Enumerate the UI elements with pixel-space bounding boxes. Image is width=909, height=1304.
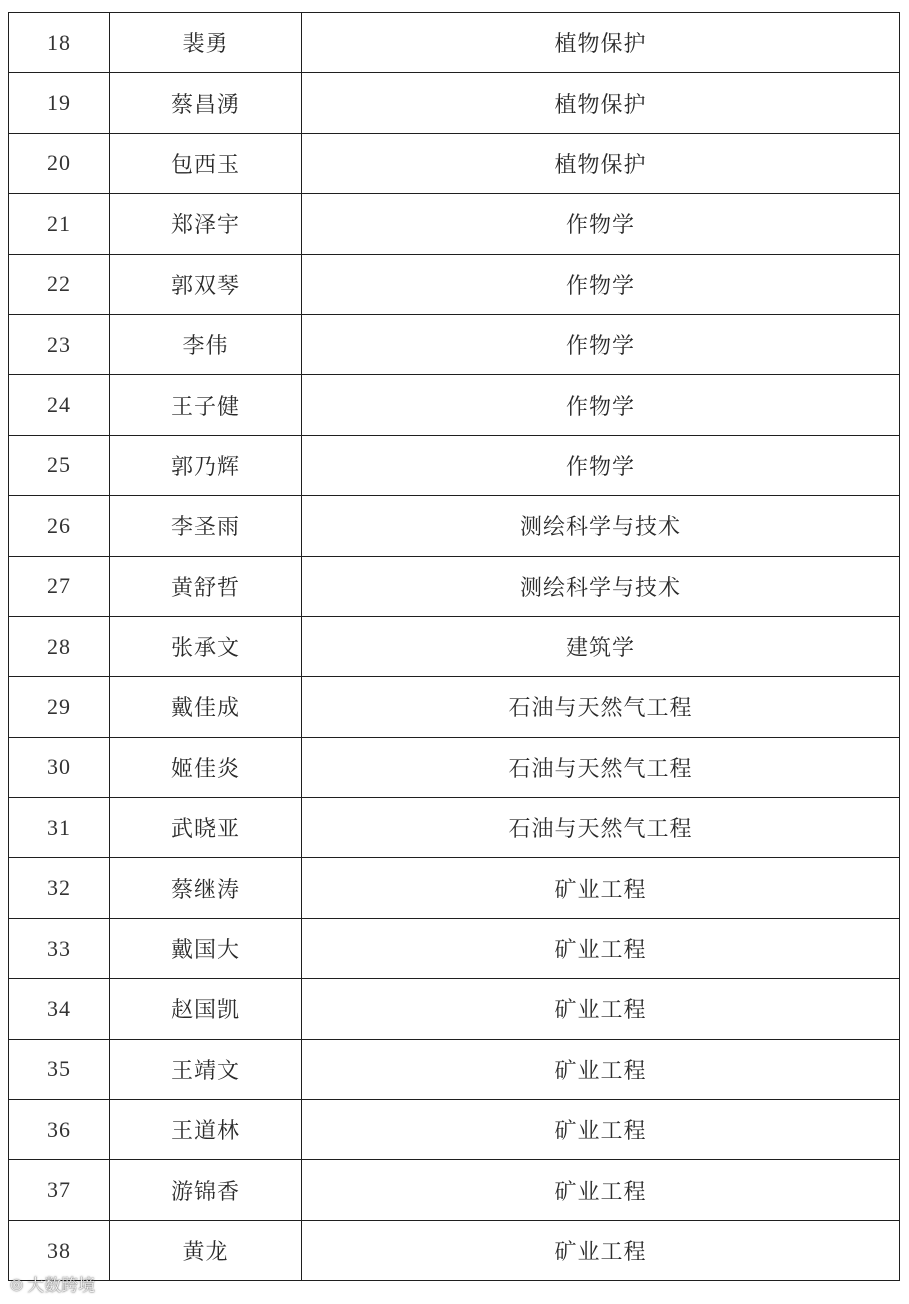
roster-body [9, 13, 900, 1281]
major-cell: 测绘科学与技术 [302, 496, 900, 556]
table-row [9, 858, 900, 918]
row-number-cell: 36 [9, 1100, 110, 1160]
student-roster-table [8, 12, 900, 1281]
table-row [9, 435, 900, 495]
row-number-cell: 19 [9, 73, 110, 133]
row-number-cell: 28 [9, 616, 110, 676]
row-number-cell: 27 [9, 556, 110, 616]
row-number-cell: 25 [9, 435, 110, 495]
row-number-cell: 20 [9, 133, 110, 193]
major-cell: 矿业工程 [302, 979, 900, 1039]
weibo-eye-icon: ◎ [10, 1274, 24, 1293]
major-cell: 作物学 [302, 254, 900, 314]
student-name-cell: 蔡继涛 [110, 858, 302, 918]
student-name-cell: 裴勇 [110, 13, 302, 73]
student-name-cell: 黄龙 [110, 1220, 302, 1280]
student-name-cell: 姬佳炎 [110, 737, 302, 797]
student-name-cell: 王道林 [110, 1100, 302, 1160]
student-name-cell: 郑泽宇 [110, 194, 302, 254]
student-name-cell: 李圣雨 [110, 496, 302, 556]
student-name-cell: 王子健 [110, 375, 302, 435]
student-name-cell: 黄舒哲 [110, 556, 302, 616]
table-row [9, 13, 900, 73]
student-name-cell: 包西玉 [110, 133, 302, 193]
table-row [9, 1100, 900, 1160]
major-cell: 作物学 [302, 314, 900, 374]
major-cell: 矿业工程 [302, 1160, 900, 1220]
table-row [9, 254, 900, 314]
row-number-cell: 18 [9, 13, 110, 73]
row-number-cell: 23 [9, 314, 110, 374]
row-number-cell: 22 [9, 254, 110, 314]
table-row [9, 73, 900, 133]
table-row [9, 677, 900, 737]
row-number-cell: 21 [9, 194, 110, 254]
table-row [9, 375, 900, 435]
major-cell: 矿业工程 [302, 918, 900, 978]
student-name-cell: 郭乃辉 [110, 435, 302, 495]
major-cell: 作物学 [302, 435, 900, 495]
student-name-cell: 武晓亚 [110, 798, 302, 858]
major-cell: 作物学 [302, 194, 900, 254]
table-row [9, 1220, 900, 1280]
table-row [9, 556, 900, 616]
table-row [9, 314, 900, 374]
student-name-cell: 张承文 [110, 616, 302, 676]
student-name-cell: 蔡昌湧 [110, 73, 302, 133]
student-name-cell: 戴国大 [110, 918, 302, 978]
student-name-cell: 赵国凯 [110, 979, 302, 1039]
table-row [9, 496, 900, 556]
student-name-cell: 游锦香 [110, 1160, 302, 1220]
major-cell: 植物保护 [302, 13, 900, 73]
major-cell: 矿业工程 [302, 1100, 900, 1160]
table-row [9, 979, 900, 1039]
row-number-cell: 31 [9, 798, 110, 858]
table-row [9, 194, 900, 254]
table-row [9, 1160, 900, 1220]
table-row [9, 918, 900, 978]
major-cell: 矿业工程 [302, 1220, 900, 1280]
table-row [9, 616, 900, 676]
major-cell: 矿业工程 [302, 858, 900, 918]
watermark-text: 大数跨境 [27, 1276, 96, 1296]
row-number-cell: 34 [9, 979, 110, 1039]
student-name-cell: 戴佳成 [110, 677, 302, 737]
student-name-cell: 郭双琴 [110, 254, 302, 314]
row-number-cell: 37 [9, 1160, 110, 1220]
table-row [9, 133, 900, 193]
major-cell: 建筑学 [302, 616, 900, 676]
student-name-cell: 王靖文 [110, 1039, 302, 1099]
row-number-cell: 35 [9, 1039, 110, 1099]
row-number-cell: 30 [9, 737, 110, 797]
major-cell: 作物学 [302, 375, 900, 435]
row-number-cell: 32 [9, 858, 110, 918]
row-number-cell: 26 [9, 496, 110, 556]
major-cell: 石油与天然气工程 [302, 737, 900, 797]
row-number-cell: 29 [9, 677, 110, 737]
student-name-cell: 李伟 [110, 314, 302, 374]
major-cell: 石油与天然气工程 [302, 798, 900, 858]
major-cell: 石油与天然气工程 [302, 677, 900, 737]
major-cell: 植物保护 [302, 133, 900, 193]
major-cell: 测绘科学与技术 [302, 556, 900, 616]
table-row [9, 737, 900, 797]
row-number-cell: 38 [9, 1220, 110, 1280]
table-row [9, 1039, 900, 1099]
table-row [9, 798, 900, 858]
row-number-cell: 24 [9, 375, 110, 435]
major-cell: 矿业工程 [302, 1039, 900, 1099]
major-cell: 植物保护 [302, 73, 900, 133]
row-number-cell: 33 [9, 918, 110, 978]
